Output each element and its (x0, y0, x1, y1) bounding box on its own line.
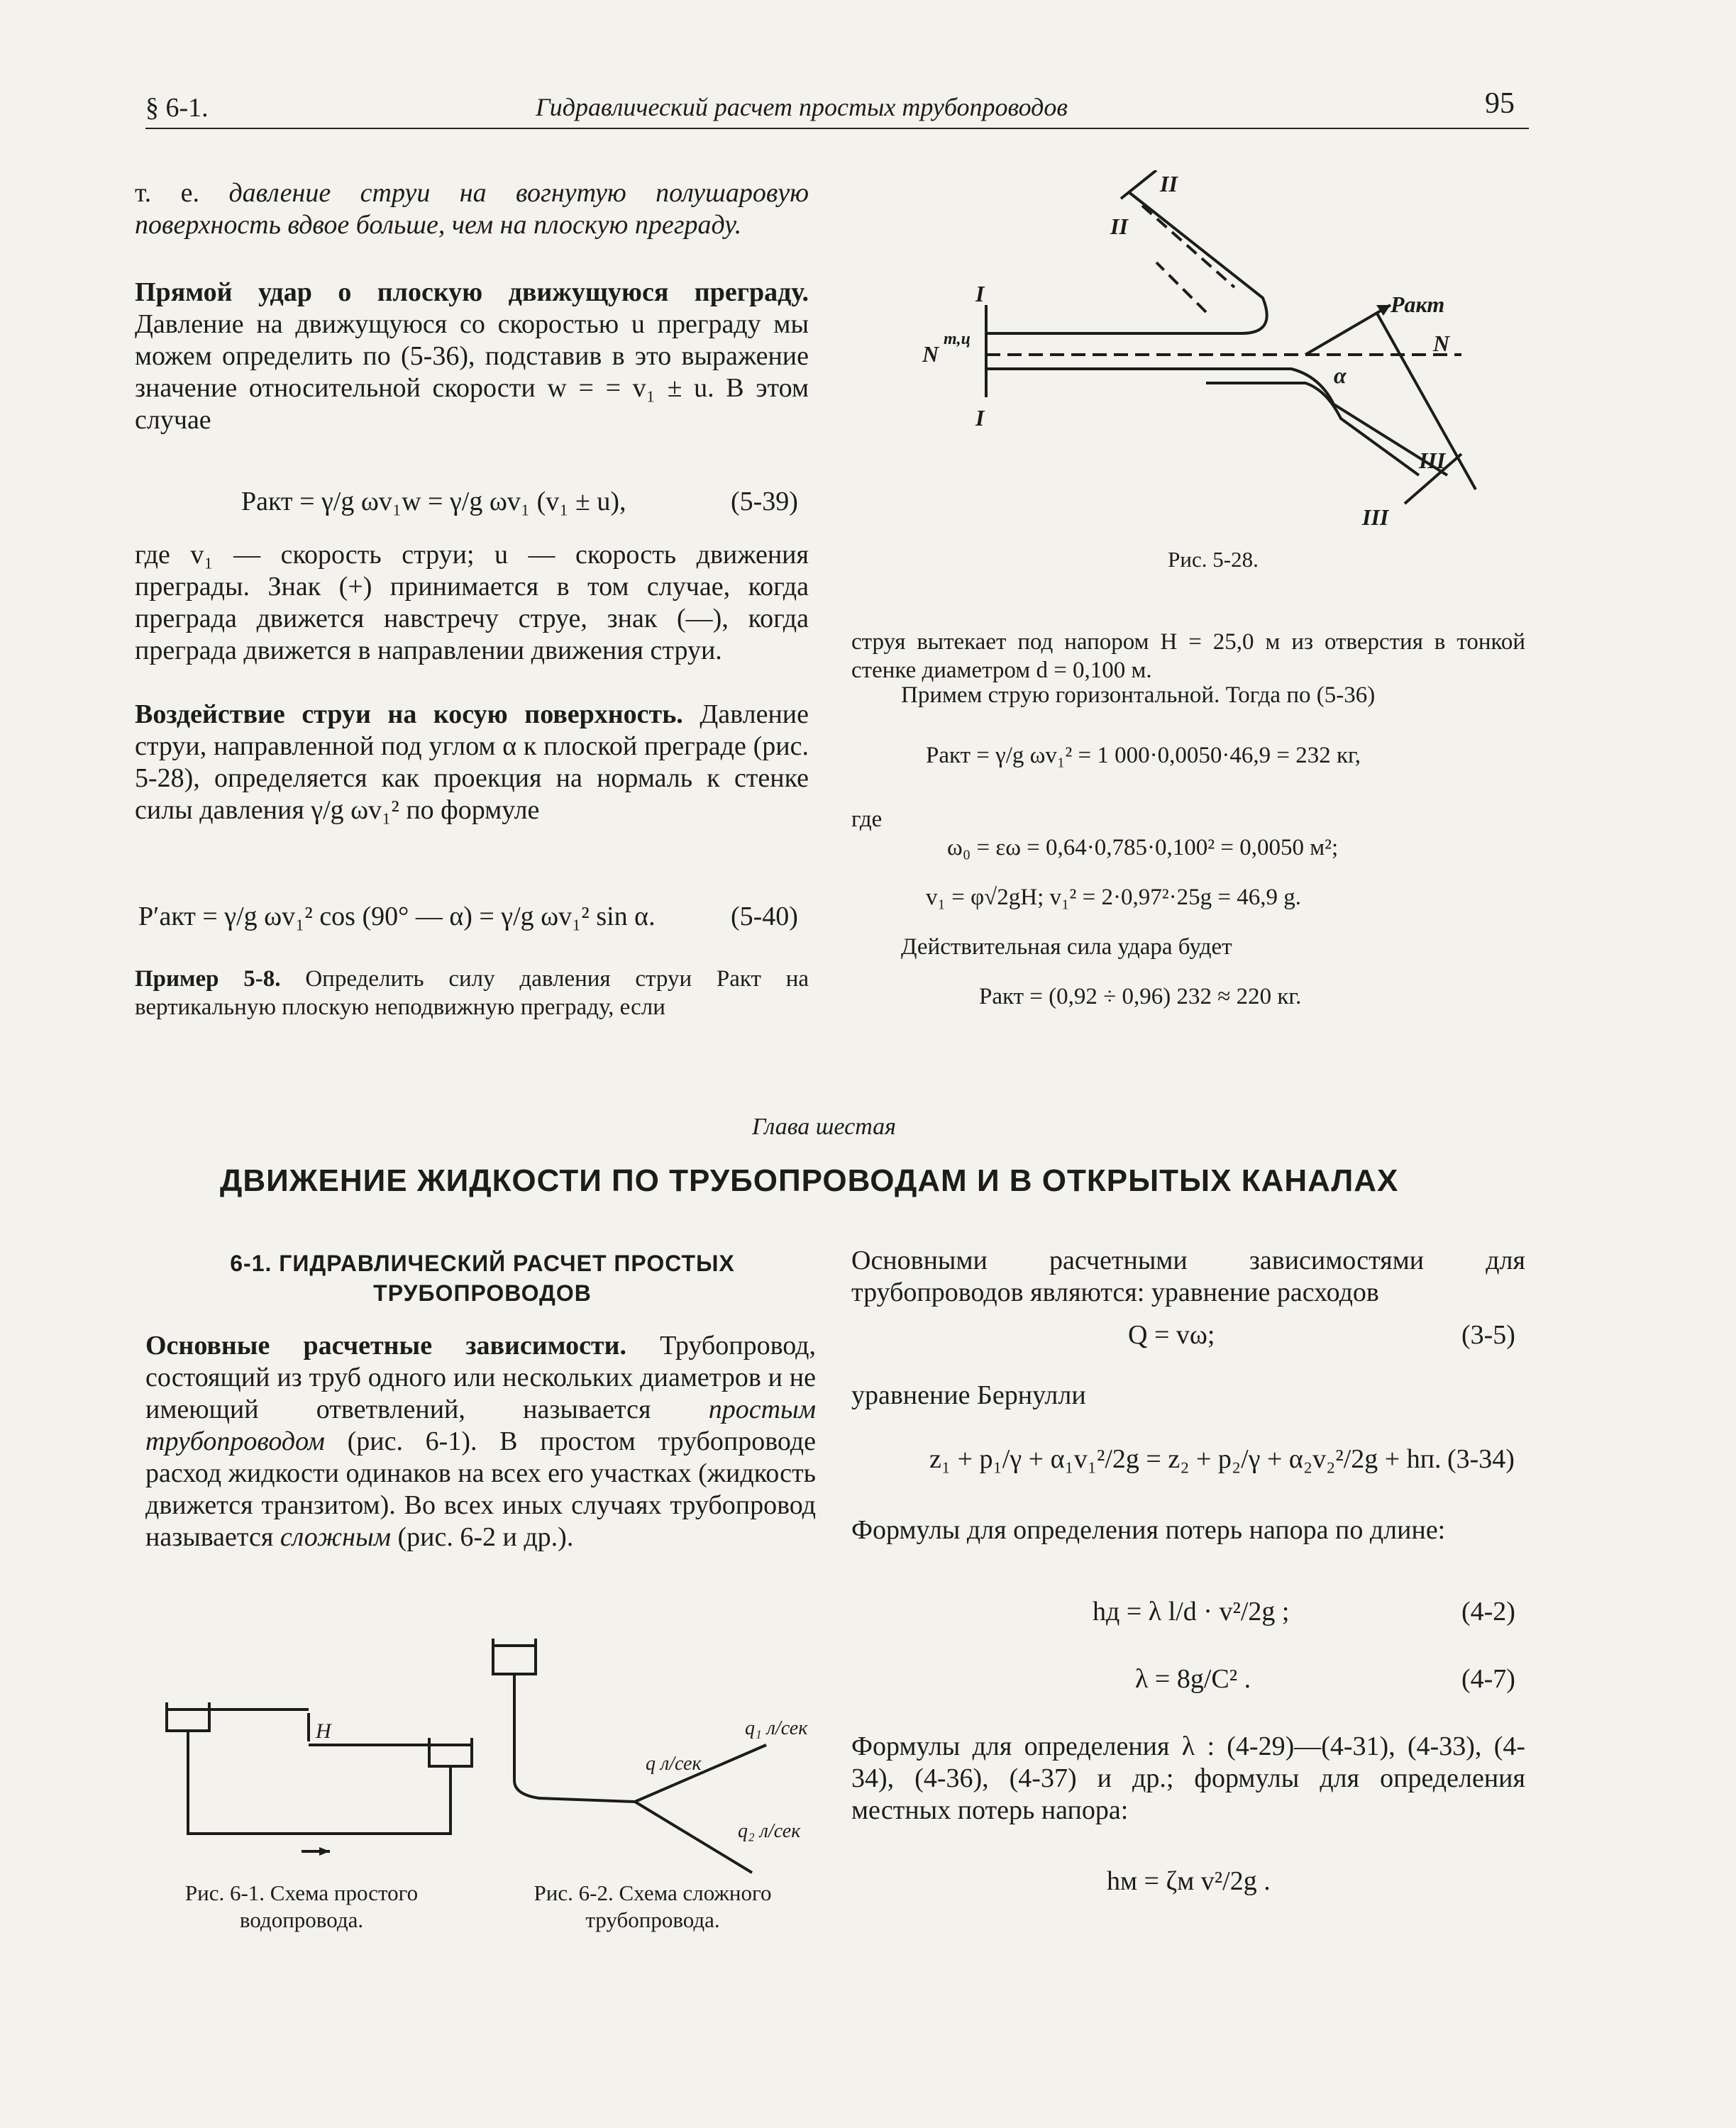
equation-number-5-40: (5-40) (731, 902, 798, 931)
moving-barrier-heading: Прямой удар о плоскую движущуюся преграду. (135, 277, 809, 307)
intro-plain: т. е. (135, 178, 229, 208)
section-6-1-heading (156, 1248, 809, 1308)
label-n-right: N (1433, 331, 1450, 356)
paragraph-length-losses: Формулы для определения потерь напора по длине: (851, 1515, 1446, 1545)
example-assumption: Примем струю горизонтальной. Тогда по (5-36) (901, 682, 1376, 708)
label-section-i-bottom: I (975, 405, 985, 431)
section-heading-line1: 6-1. ГИДРАВЛИЧЕСКИЙ РАСЧЕТ ПРОСТЫХ (230, 1251, 735, 1276)
figure-6-1-caption: Рис. 6-1. Схема простого водопровода. (184, 1880, 419, 1932)
complex-pipeline-term: сложным (280, 1522, 391, 1552)
example-eq1: Pакт = γ/g ωv₁² = 1 000·0,0050·46,9 = 232 кг, (926, 743, 1361, 768)
equation-number-4-2: (4-2) (1461, 1597, 1515, 1627)
basic-relations-heading: Основные расчетные зависимости. (145, 1331, 626, 1361)
paragraph-moving-barrier (135, 277, 809, 436)
label-q2: q₂ л/сек (738, 1820, 801, 1842)
equation-number-3-5: (3-5) (1461, 1320, 1515, 1350)
label-section-ii-right: II (1160, 171, 1178, 196)
section-ref: § 6-1. (145, 93, 209, 123)
example-5-8 (135, 965, 809, 1021)
label-q: q л/сек (646, 1753, 702, 1775)
label-alpha: α (1334, 362, 1347, 388)
force-arrow-line (1305, 305, 1391, 355)
page-number: 95 (1485, 87, 1515, 120)
label-section-iii-left: III (1362, 504, 1389, 530)
bernoulli-label: уравнение Бернулли (851, 1380, 1086, 1410)
paragraph-intro (135, 177, 809, 241)
head-label: H (316, 1719, 331, 1743)
tank-right (429, 1738, 472, 1766)
lower-branch-outer (1206, 369, 1447, 475)
chapter-title: ДВИЖЕНИЕ ЖИДКОСТИ ПО ТРУБОПРОВОДАМ И В ОТКРЫТЫХ КАНАЛАХ (220, 1163, 1399, 1198)
example-where: где (851, 807, 883, 832)
basic-relations-text1: Трубопровод, состоящий из труб одного или нескольких диаметров и не имеющий ответвлений, называется (145, 1331, 816, 1424)
branch-2 (635, 1802, 752, 1873)
label-p-akt: Pакт (1391, 292, 1445, 317)
running-header (145, 87, 1529, 129)
example-continuation: струя вытекает под напором H = 25,0 м из отверстия в тонкой стенке диаметром d = 0,100 м. (851, 629, 1525, 683)
equation-number-5-39: (5-39) (731, 487, 798, 516)
upper-branch-dash (1142, 206, 1234, 312)
equation-3-5: Q = vω; (1128, 1320, 1215, 1350)
label-section-ii-left: II (1110, 214, 1128, 239)
basic-relations-text2: (рис. 6-1). В простом трубопроводе расход жидкости одинаков на всех его участках (жидкость движется транзитом). Во всех иных случаях трубопровод называется (145, 1426, 816, 1552)
equation-number-4-7: (4-7) (1461, 1664, 1515, 1694)
figure-5-28-caption: Рис. 5-28. (1168, 547, 1259, 572)
figure-6-2 (482, 1624, 823, 1880)
equation-4-7: λ = 8g/C² . (1135, 1664, 1251, 1694)
section-ii-line (1121, 170, 1156, 199)
label-n-left: N (922, 341, 939, 367)
tank-top (493, 1639, 536, 1674)
intro-italic: давление струи на вогнутую полушаровую поверхность вдвое больше, чем на плоскую преграду. (135, 178, 809, 240)
section-heading-line2: ТРУБОПРОВОДОВ (373, 1280, 592, 1306)
simple-pipeline-term: простым трубопроводом (145, 1395, 816, 1456)
equation-4-2: hд = λ l/d · v²/2g ; (1093, 1597, 1290, 1627)
label-section-i-top: I (975, 281, 985, 306)
header-title: Гидравлический расчет простых трубопроводов (536, 93, 1068, 121)
example-eq4: Pакт = (0,92 ÷ 0,96) 232 ≈ 220 кг. (979, 984, 1302, 1009)
moving-barrier-text: Давление на движущуюся со скоростью u преграду мы можем определить по (5-36), подставив в это выражение значение относительной скорости w = = v₁ ± u. В этом случае (135, 309, 809, 435)
chapter-label: Глава шестая (752, 1114, 896, 1140)
label-m: m,ц (944, 330, 971, 348)
figure-5-28 (908, 170, 1511, 539)
example-text: Определить силу давления струи Pакт на вертикальную плоскую неподвижную преграду, если (135, 966, 809, 1020)
basic-relations-text3: (рис. 6-2 и др.). (390, 1522, 574, 1552)
example-label: Пример 5-8. (135, 966, 281, 992)
figure-6-2-caption: Рис. 6-2. Схема сложного трубопровода. (533, 1880, 772, 1932)
main-pipe (514, 1674, 635, 1802)
lower-branch-inner (1206, 383, 1419, 475)
example-real-force: Действительная сила удара будет (901, 934, 1232, 960)
paragraph-oblique (135, 699, 809, 826)
paragraph-basic-relations (145, 1330, 816, 1553)
equation-local-losses: hм = ζм v²/2g . (1107, 1866, 1271, 1896)
tank-left (167, 1702, 209, 1731)
example-eq2: ω₀ = εω = 0,64·0,785·0,100² = 0,0050 м²; (947, 835, 1339, 860)
example-eq3: v₁ = φ√2gH; v₁² = 2·0,97²·25g = 46,9 g. (926, 885, 1302, 910)
equation-5-39: Pакт = γ/g ωv₁w = γ/g ωv₁ (v₁ ± u), (241, 487, 626, 516)
equation-5-40: P′акт = γ/g ωv₁² cos (90° — α) = γ/g ωv₁² sin α. (138, 902, 656, 931)
oblique-text: Давление струи, направленной под углом α к плоской преграде (рис. 5-28), определяется как проекция на нормаль к стенке силы давления γ/g ωv₁² по формуле (135, 699, 809, 825)
paragraph-velocity: где v₁ — скорость струи; u — скорость движения преграды. Знак (+) принимается в том случае, когда преграда движется навстречу струе, знак (—), когда преграда движется в направлении движения струи. (135, 540, 809, 665)
equation-3-34: z₁ + p₁/γ + α₁v₁²/2g = z₂ + p₂/γ + α₂v₂²/2g + hп. (929, 1444, 1442, 1474)
label-q1: q₁ л/сек (745, 1717, 808, 1739)
figure-6-1 (160, 1688, 479, 1873)
oblique-heading: Воздействие струи на косую поверхность. (135, 699, 683, 729)
equation-number-3-34: (3-34) (1447, 1444, 1515, 1474)
flow-arrowhead (319, 1847, 330, 1856)
paragraph-main-relations: Основными расчетными зависимостями для трубопроводов являются: уравнение расходов (851, 1246, 1525, 1307)
paragraph-lambda-formulas: Формулы для определения λ : (4-29)—(4-31), (4-33), (4-34), (4-36), (4-37) и др.; формулы для определения местных потерь напора: (851, 1731, 1525, 1825)
label-section-iii-right: III (1419, 448, 1446, 473)
